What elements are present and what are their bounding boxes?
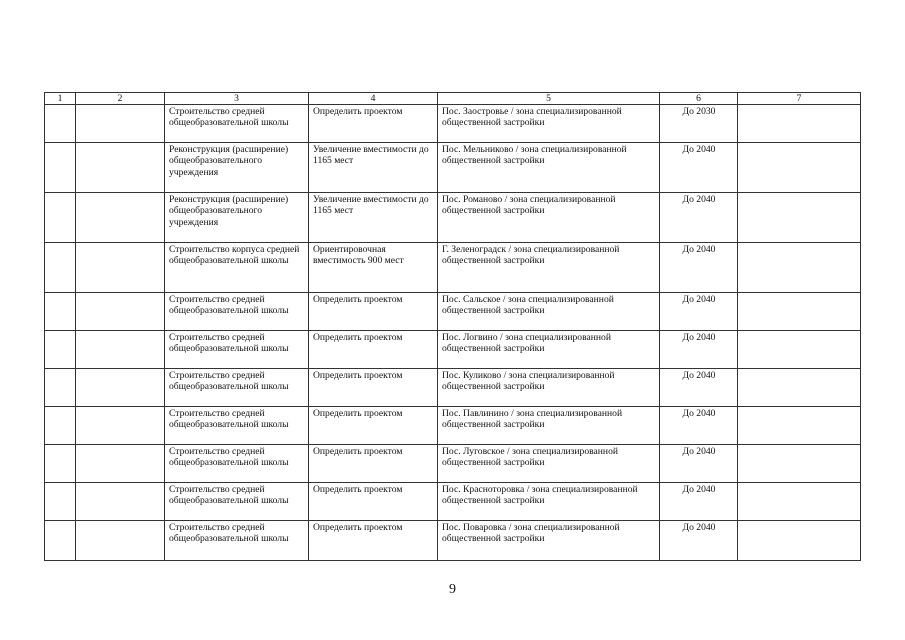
header-cell-4: 4 [309,93,438,105]
table-row [45,521,861,561]
cell-col7 [738,369,861,407]
planning-table [44,92,861,561]
cell-col2 [76,521,165,561]
cell-col2 [76,293,165,331]
cell-col2 [76,369,165,407]
cell-col2 [76,193,165,243]
cell-col1 [45,105,76,143]
location-cell: Пос. Павлинино / зона специализированной общественной застройки [438,407,660,445]
cell-col7 [738,407,861,445]
deadline-cell: До 2040 [660,369,738,407]
cell-col2 [76,243,165,293]
object-name-cell: Строительство средней общеобразовательной школы [165,293,309,331]
capacity-cell: Определить проектом [309,369,438,407]
deadline-cell: До 2040 [660,521,738,561]
cell-col7 [738,105,861,143]
cell-col1 [45,369,76,407]
capacity-cell: Увеличение вместимости до 1165 мест [309,193,438,243]
deadline-cell: До 2040 [660,293,738,331]
object-name-cell: Строительство средней общеобразовательной школы [165,483,309,521]
location-cell: Пос. Красноторовка / зона специализированной общественной застройки [438,483,660,521]
capacity-cell: Определить проектом [309,105,438,143]
object-name-cell: Строительство средней общеобразовательной школы [165,369,309,407]
location-cell: Пос. Романово / зона специализированной общественной застройки [438,193,660,243]
table-row [45,105,861,143]
cell-col1 [45,143,76,193]
page-number: 9 [449,582,456,597]
cell-col1 [45,407,76,445]
location-cell: Пос. Логвино / зона специализированной общественной застройки [438,331,660,369]
cell-col7 [738,243,861,293]
cell-col2 [76,331,165,369]
object-name-cell: Строительство корпуса средней общеобразовательной школы [165,243,309,293]
cell-col7 [738,483,861,521]
header-cell-6: 6 [660,93,738,105]
cell-col7 [738,445,861,483]
cell-col7 [738,193,861,243]
capacity-cell: Определить проектом [309,407,438,445]
location-cell: Пос. Поваровка / зона специализированной общественной застройки [438,521,660,561]
object-name-cell: Строительство средней общеобразовательной школы [165,105,309,143]
object-name-cell: Строительство средней общеобразовательной школы [165,445,309,483]
object-name-cell: Строительство средней общеобразовательной школы [165,331,309,369]
deadline-cell: До 2040 [660,445,738,483]
deadline-cell: До 2040 [660,143,738,193]
header-cell-3: 3 [165,93,309,105]
capacity-cell: Определить проектом [309,293,438,331]
table-row [45,331,861,369]
cell-col1 [45,521,76,561]
cell-col2 [76,445,165,483]
location-cell: Пос. Куликово / зона специализированной общественной застройки [438,369,660,407]
location-cell: Пос. Сальское / зона специализированной общественной застройки [438,293,660,331]
location-cell: Г. Зеленоградск / зона специализированной общественной застройки [438,243,660,293]
cell-col7 [738,143,861,193]
cell-col1 [45,445,76,483]
capacity-cell: Определить проектом [309,445,438,483]
capacity-cell: Ориентировочная вместимость 900 мест [309,243,438,293]
header-cell-2: 2 [76,93,165,105]
cell-col2 [76,143,165,193]
cell-col2 [76,105,165,143]
object-name-cell: Строительство средней общеобразовательной школы [165,407,309,445]
table-row [45,293,861,331]
capacity-cell: Увеличение вместимости до 1165 мест [309,143,438,193]
object-name-cell: Реконструкция (расширение) общеобразовательного учреждения [165,143,309,193]
cell-col2 [76,483,165,521]
capacity-cell: Определить проектом [309,521,438,561]
location-cell: Пос. Заостровье / зона специализированной общественной застройки [438,105,660,143]
capacity-cell: Определить проектом [309,331,438,369]
capacity-cell: Определить проектом [309,483,438,521]
header-cell-1: 1 [45,93,76,105]
table-row [45,193,861,243]
deadline-cell: До 2040 [660,193,738,243]
cell-col1 [45,243,76,293]
table-row [45,369,861,407]
table-row [45,407,861,445]
cell-col7 [738,293,861,331]
header-cell-5: 5 [438,93,660,105]
object-name-cell: Строительство средней общеобразовательной школы [165,521,309,561]
table-row [45,143,861,193]
cell-col1 [45,331,76,369]
deadline-cell: До 2040 [660,243,738,293]
deadline-cell: До 2040 [660,407,738,445]
deadline-cell: До 2040 [660,483,738,521]
header-row [45,93,861,105]
cell-col1 [45,483,76,521]
location-cell: Пос. Луговское / зона специализированной общественной застройки [438,445,660,483]
deadline-cell: До 2040 [660,331,738,369]
cell-col7 [738,331,861,369]
cell-col7 [738,521,861,561]
cell-col1 [45,193,76,243]
table-row [45,483,861,521]
object-name-cell: Реконструкция (расширение) общеобразовательного учреждения [165,193,309,243]
deadline-cell: До 2030 [660,105,738,143]
header-cell-7: 7 [738,93,861,105]
table-row [45,243,861,293]
location-cell: Пос. Мельниково / зона специализированной общественной застройки [438,143,660,193]
table-row [45,445,861,483]
cell-col1 [45,293,76,331]
cell-col2 [76,407,165,445]
